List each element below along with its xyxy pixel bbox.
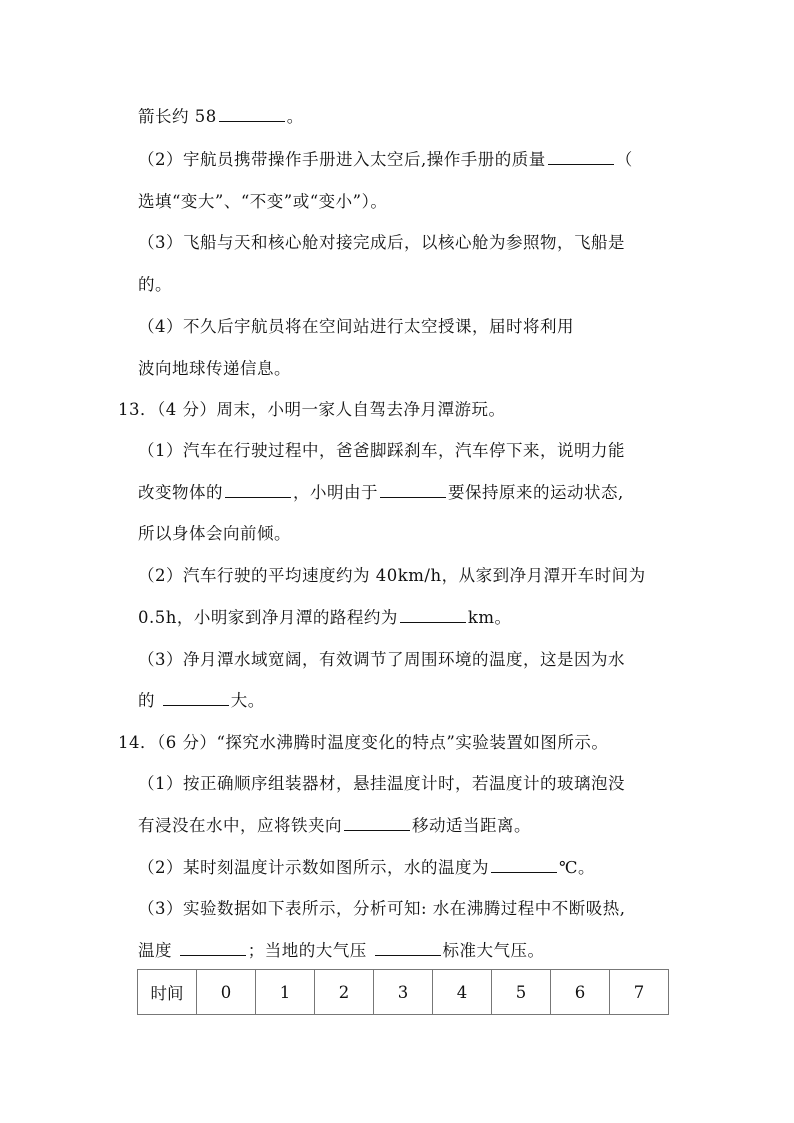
table-row: [138, 970, 669, 1015]
table-cell: 6: [551, 970, 610, 1015]
answer-blank[interactable]: [491, 858, 557, 873]
text-line: 的。: [138, 275, 172, 294]
data-table: [137, 969, 669, 1015]
answer-blank[interactable]: [548, 150, 614, 165]
table-cell: 1: [256, 970, 315, 1015]
text-line: （1）按正确顺序组装器材，悬挂温度计时，若温度计的玻璃泡没: [138, 774, 625, 793]
table-cell: 0: [197, 970, 256, 1015]
answer-blank[interactable]: [380, 483, 446, 498]
text-line: （2）宇航员携带操作手册进入太空后,操作手册的质量 （: [138, 150, 633, 169]
text-line: （1）汽车在行驶过程中，爸爸脚踩刹车，汽车停下来，说明力能: [138, 441, 625, 460]
text-line: 的 大。: [138, 691, 265, 710]
text-line: 0.5h，小明家到净月潭的路程约为 km。: [138, 608, 512, 627]
text-line: （4）不久后宇航员将在空间站进行太空授课，届时将利用: [138, 317, 574, 336]
question-14-title: 14．（6 分）“探究水沸腾时温度变化的特点”实验装置如图所示。: [118, 733, 609, 752]
text-line: （2）某时刻温度计示数如图所示，水的温度为 ℃。: [138, 858, 595, 877]
table-cell: 2: [315, 970, 374, 1015]
text-line: 选填“变大”、“不变”或“变小”）。: [138, 192, 388, 211]
text-line: （3）实验数据如下表所示，分析可知: 水在沸腾过程中不断吸热,: [138, 899, 626, 918]
text-line: 波向地球传递信息。: [138, 359, 291, 378]
table-cell: 4: [433, 970, 492, 1015]
text-line: （3）飞船与天和核心舱对接完成后，以核心舱为参照物，飞船是: [138, 233, 625, 252]
table-header-cell: 时间: [138, 970, 197, 1015]
text-line: 箭长约 58 。: [138, 107, 304, 126]
answer-blank[interactable]: [400, 608, 466, 623]
answer-blank[interactable]: [163, 691, 229, 706]
text-line: 改变物体的 ，小明由于 要保持原来的运动状态,: [138, 483, 624, 502]
answer-blank[interactable]: [344, 816, 410, 831]
table-cell: 5: [492, 970, 551, 1015]
question-13-title: 13．（4 分）周末，小明一家人自驾去净月潭游玩。: [118, 400, 506, 419]
text-line: （3）净月潭水域宽阔，有效调节了周围环境的温度，这是因为水: [138, 650, 625, 669]
answer-blank[interactable]: [219, 107, 285, 122]
table-cell: 3: [374, 970, 433, 1015]
table-cell: 7: [610, 970, 669, 1015]
text-line: 所以身体会向前倾。: [138, 524, 291, 543]
text-line: （2）汽车行驶的平均速度约为 40km/h，从家到净月潭开车时间为: [138, 566, 646, 585]
answer-blank[interactable]: [225, 483, 291, 498]
text-line: 有浸没在水中，应将铁夹向 移动适当距离。: [138, 816, 531, 835]
answer-blank[interactable]: [375, 941, 441, 956]
answer-blank[interactable]: [180, 941, 246, 956]
text-line: 温度 ；当地的大气压 标准大气压。: [138, 941, 545, 960]
